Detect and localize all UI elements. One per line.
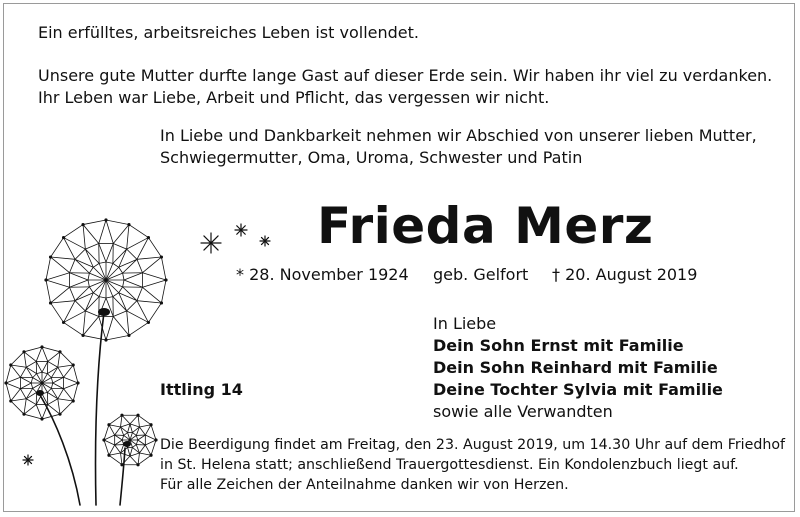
deceased-name: Frieda Merz <box>317 197 654 255</box>
intro-line-1: Ein erfülltes, arbeitsreiches Leben ist vollendet. <box>38 23 419 42</box>
death-date: † 20. August 2019 <box>552 265 698 284</box>
mourner-line: In Liebe <box>433 314 497 333</box>
mourner-line: Deine Tochter Sylvia mit Familie <box>433 380 723 399</box>
birth-name: geb. Gelfort <box>433 265 529 284</box>
funeral-line-1: Die Beerdigung findet am Freitag, den 23. August 2019, um 14.30 Uhr auf dem Friedhof <box>160 437 786 453</box>
mourner-line: Dein Sohn Reinhard mit Familie <box>433 358 718 377</box>
intro-line-3: Ihr Leben war Liebe, Arbeit und Pflicht, das vergessen wir nicht. <box>38 88 550 107</box>
intro-line-2: Unsere gute Mutter durfte lange Gast auf dieser Erde sein. Wir haben ihr viel zu verdanken. <box>38 66 773 85</box>
farewell-line-2: Schwiegermutter, Oma, Uroma, Schwester und Patin <box>160 148 583 167</box>
birth-date: * 28. November 1924 <box>236 265 409 284</box>
mourner-line: Dein Sohn Ernst mit Familie <box>433 336 684 355</box>
mourner-line: sowie alle Verwandten <box>433 402 613 421</box>
funeral-line-2: in St. Helena statt; anschließend Trauergottesdienst. Ein Kondolenzbuch liegt auf. <box>160 457 739 473</box>
farewell-line-1: In Liebe und Dankbarkeit nehmen wir Abschied von unserer lieben Mutter, <box>160 126 757 145</box>
address: Ittling 14 <box>160 380 243 399</box>
funeral-line-3: Für alle Zeichen der Anteilnahme danken wir von Herzen. <box>160 477 569 493</box>
